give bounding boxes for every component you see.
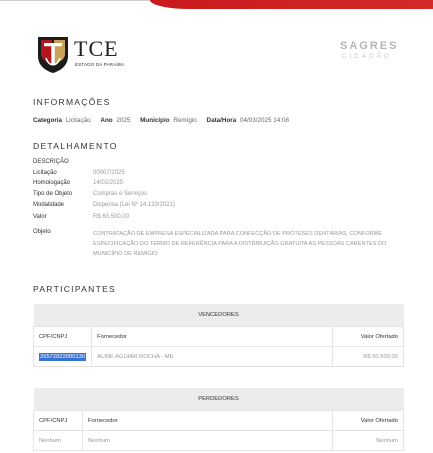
cpf-selected-text[interactable]: 26572822000130: [40, 353, 86, 360]
fornecedor-cell: ALINE AGUIAR ROCHA - ME: [92, 347, 333, 367]
municipio-value: Remígio: [173, 117, 197, 124]
cpf-cell: Nenhum: [34, 431, 83, 451]
cpf-cell[interactable]: [34, 347, 92, 367]
tipo-objeto-label: Tipo de Objeto: [33, 191, 73, 197]
modalidade-value: Dispensa (Lei Nº 14.133/2021): [93, 202, 175, 208]
ano-label: Ano: [100, 117, 113, 124]
objeto-label: Objeto: [33, 229, 51, 235]
info-row: [33, 117, 297, 124]
valor-label: Valor: [33, 214, 47, 220]
col-cpf-header: CPF/CNPJ: [34, 411, 83, 431]
vencedores-table: [33, 304, 404, 367]
vencedores-caption: VENCEDORES: [34, 304, 404, 327]
valor-cell: R$ 60.500,00: [333, 347, 404, 367]
col-cpf-header: CPF/CNPJ: [34, 327, 92, 347]
table-row[interactable]: [34, 347, 404, 367]
product-logo-text: SAGRES: [340, 40, 399, 52]
objeto-value: CONTRATAÇÃO DE EMPRESA ESPECIALIZADA PARA CONFECÇÃO DE PRÓTESES DENTÁRIAS, CONFORME ESPECIFICAÇÃO DO TERMO DE REFERÊNCIA PARA A DISTRIBUIÇÃO GRATUITA AS PESSOAS CARENTES DO MUNICÍPIO DE REMÍGIO: [93, 231, 387, 257]
datahora-label: Data/Hora: [206, 117, 237, 124]
detalhamento-title: DETALHAMENTO: [33, 141, 118, 151]
product-subtitle: CIDADÃO: [342, 54, 392, 60]
brand-subtitle: ESTADO DA PARAÍBA: [75, 62, 125, 67]
valor-value: R$ 60.500,00: [93, 214, 130, 220]
descricao-label: DESCRIÇÃO: [33, 159, 69, 165]
col-fornecedor-header: Fornecedor: [83, 411, 333, 431]
perdedores-table: [33, 388, 404, 451]
valor-cell: Nenhum: [333, 431, 404, 451]
datahora-value: 04/03/2025 14:08: [240, 117, 290, 124]
table-row: [34, 431, 404, 451]
municipio-label: Município: [140, 117, 170, 124]
homologacao-value: 14/02/2025: [93, 180, 124, 186]
tce-shield-logo-icon: [36, 34, 70, 74]
licitacao-value: 00007/2025: [93, 170, 125, 176]
brand-title: TCE: [74, 36, 119, 61]
fornecedor-cell: Nenhum: [83, 431, 333, 451]
homologacao-label: Homologação: [33, 180, 71, 186]
participantes-title: PARTICIPANTES: [33, 284, 117, 294]
col-valor-header: Valor Ofertado: [333, 327, 404, 347]
modalidade-label: Modalidade: [33, 202, 65, 208]
tipo-objeto-value: Compras e Serviços: [93, 191, 148, 197]
licitacao-label: Licitação: [33, 170, 57, 176]
top-red-banner: [150, 0, 433, 9]
col-valor-header: Valor Ofertado: [333, 411, 404, 431]
col-fornecedor-header: Fornecedor: [92, 327, 333, 347]
categoria-value: Licitação: [65, 117, 91, 124]
informacoes-title: INFORMAÇÕES: [33, 97, 111, 107]
perdedores-caption: PERDEDORES: [34, 388, 404, 411]
ano-value: 2025: [116, 117, 131, 124]
categoria-label: Categoria: [33, 117, 63, 124]
top-divider-line: [0, 0, 160, 1]
